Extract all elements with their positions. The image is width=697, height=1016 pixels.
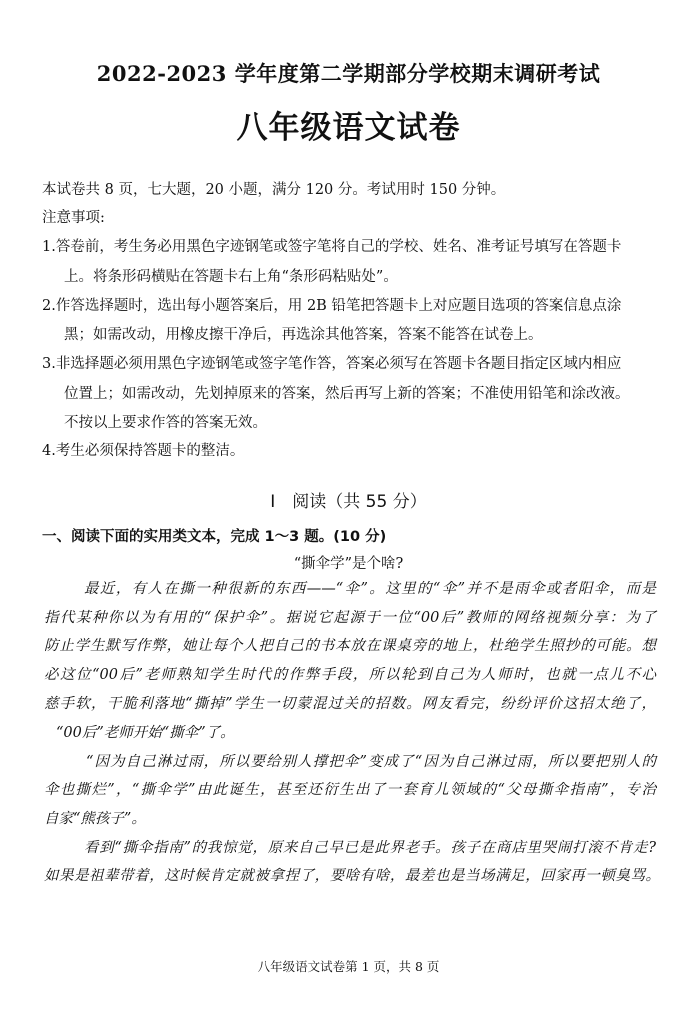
article-line: 伞也撕烂”，“撕伞学”由此诞生，甚至还衍生出了一套育儿领域的“父母撕伞指南”，专治	[44, 782, 656, 798]
note-3-line-2: 位置上；如需改动，先划掉原来的答案，然后再写上新的答案；不准使用铅笔和涂改液。	[64, 386, 630, 402]
note-1-line-1: 1.答卷前，考生务必用黑色字迹钢笔或签字笔将自己的学校、姓名、准考证号填写在答题卡	[42, 239, 622, 255]
note-4-line-1: 4.考生必须保持答题卡的整洁。	[42, 443, 245, 459]
note-3-line-3: 不按以上要求作答的答案无效。	[64, 415, 267, 431]
note-2-line-2: 黑；如需改动，用橡皮擦干净后，再选涂其他答案，答案不能答在试卷上。	[64, 327, 543, 343]
note-3-line-1: 3.非选择题必须用黑色字迹钢笔或签字笔作答，答案必须写在答题卡各题目指定区域内相应	[42, 356, 622, 372]
article-title: “撕伞学”是个啥?	[293, 556, 404, 572]
article-line: 防止学生默写作弊，她让每个人把自己的书本放在课桌旁的地上，杜绝学生照抄的可能。想	[44, 638, 656, 654]
article-line: 指代某种你以为有用的“保护伞”。据说它起源于一位“00后”教师的网络视频分享：为了	[44, 610, 656, 626]
article-line: 自家“熊孩子”。	[44, 811, 146, 827]
article-line: 必这位“00后”老师熟知学生时代的作弊手段，所以轮到自己为人师时，也就一点儿不心	[44, 667, 656, 683]
article-line: “因为自己淋过雨，所以要给别人撑把伞”变成了“因为自己淋过雨，所以要把别人的	[86, 754, 656, 770]
note-1-line-2: 上。将条形码横贴在答题卡右上角“条形码粘贴处”。	[64, 269, 398, 285]
section-heading: Ⅰ 阅读（共 55 分）	[270, 492, 427, 512]
article-line: 如果是祖辈带着，这时候肯定就被拿捏了，要啥有啥，最差也是当场满足，回家再一顿臭骂。	[44, 868, 660, 884]
notes-heading: 注意事项:	[42, 210, 105, 226]
exam-subtitle: 八年级语文试卷	[236, 110, 461, 146]
page-footer: 八年级语文试卷第 1 页，共 8 页	[257, 959, 440, 974]
article-line: “00后”老师开始“撕伞”了。	[56, 725, 235, 741]
article-line: 慈手软，干脆利落地“撕掉”学生一切蒙混过关的招数。网友看完，纷纷评价这招太绝了，	[44, 696, 656, 712]
question-heading: 一、阅读下面的实用类文本，完成 1～3 题。(10 分)	[42, 529, 387, 545]
article-line: 看到“撕伞指南”的我惊觉，原来自己早已是此界老手。孩子在商店里哭闹打滚不肯走?	[84, 840, 656, 856]
intro-text: 本试卷共 8 页，七大题，20 小题，满分 120 分。考试用时 150 分钟。	[42, 182, 506, 198]
note-2-line-1: 2.作答选择题时，选出每小题答案后，用 2B 铅笔把答题卡上对应题目选项的答案信息点涂	[42, 298, 622, 314]
article-line: 最近，有人在撕一种很新的东西——“伞”。这里的“伞”并不是雨伞或者阳伞，而是	[84, 581, 656, 597]
exam-title: 2022-2023 学年度第二学期部分学校期末调研考试	[96, 61, 601, 86]
